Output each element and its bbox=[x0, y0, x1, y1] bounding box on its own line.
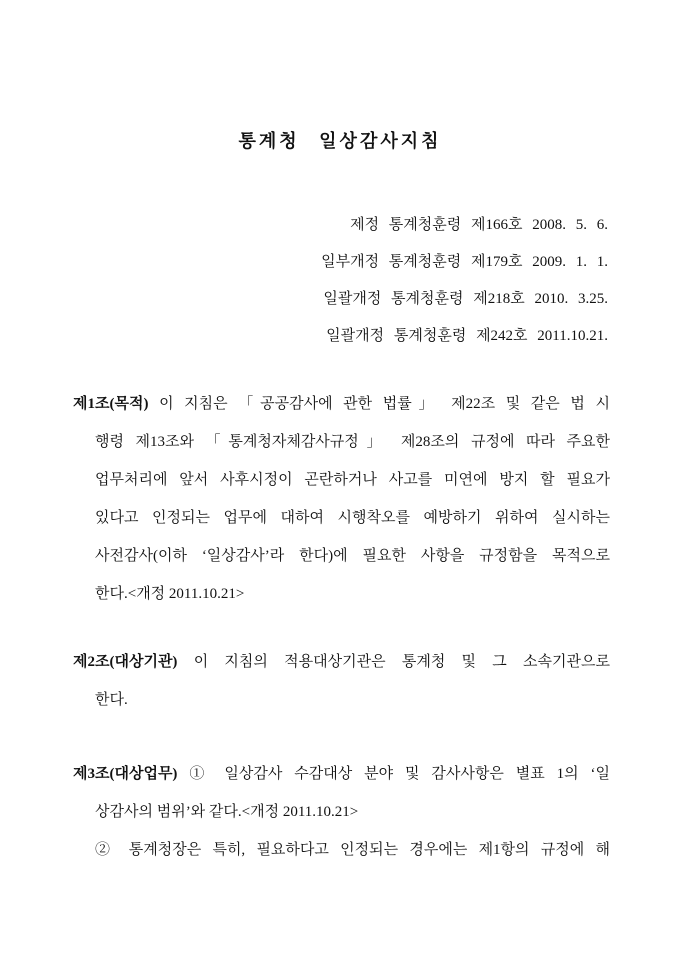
body-line: ② 통계청장은 특히, 필요하다고 인정되는 경우에는 제1항의 규정에 해 bbox=[95, 842, 610, 858]
body-line: 한다.<개정 2011.10.21> bbox=[95, 586, 245, 602]
revision-history bbox=[0, 207, 608, 355]
body-line: 사전감사(이하 ‘일상감사’라 한다)에 필요한 사항을 규정함을 목적으로 bbox=[95, 548, 610, 564]
document-title: 통계청 일상감사지침 bbox=[238, 131, 442, 151]
body-line bbox=[73, 755, 610, 793]
body-line bbox=[73, 643, 610, 681]
article-heading: 제1조(목적) bbox=[73, 396, 149, 412]
article-3 bbox=[73, 755, 610, 869]
body-line: 행령 제13조와 「통계청자체감사규정」 제28조의 규정에 따라 주요한 bbox=[95, 434, 610, 450]
article-heading: 제3조(대상업무) bbox=[73, 766, 178, 782]
document-body bbox=[73, 385, 610, 869]
body-text: ① 일상감사 수감대상 분야 및 감사사항은 별표 1의 ‘일 bbox=[177, 766, 610, 782]
body-text: 이 지침은 「공공감사에 관한 법률」 제22조 및 같은 법 시 bbox=[148, 396, 610, 412]
body-line: 상감사의 범위’와 같다.<개정 2011.10.21> bbox=[95, 804, 359, 820]
article-1 bbox=[73, 385, 610, 613]
revision-line: 일괄개정 통계청훈령 제218호 2010. 3.25. bbox=[323, 291, 608, 307]
body-line: 업무처리에 앞서 사후시정이 곤란하거나 사고를 미연에 방지 할 필요가 bbox=[95, 472, 610, 488]
body-line: 있다고 인정되는 업무에 대하여 시행착오를 예방하기 위하여 실시하는 bbox=[95, 510, 610, 526]
body-line: 한다. bbox=[95, 692, 128, 708]
article-2 bbox=[73, 643, 610, 719]
revision-line: 제정 통계청훈령 제166호 2008. 5. 6. bbox=[350, 217, 608, 233]
article-heading: 제2조(대상기관) bbox=[73, 654, 178, 670]
body-text: 이 지침의 적용대상기관은 통계청 및 그 소속기관으로 bbox=[177, 654, 610, 670]
revision-line: 일부개정 통계청훈령 제179호 2009. 1. 1. bbox=[321, 254, 608, 270]
body-line bbox=[73, 385, 610, 423]
revision-line: 일괄개정 통계청훈령 제242호 2011.10.21. bbox=[326, 328, 608, 344]
